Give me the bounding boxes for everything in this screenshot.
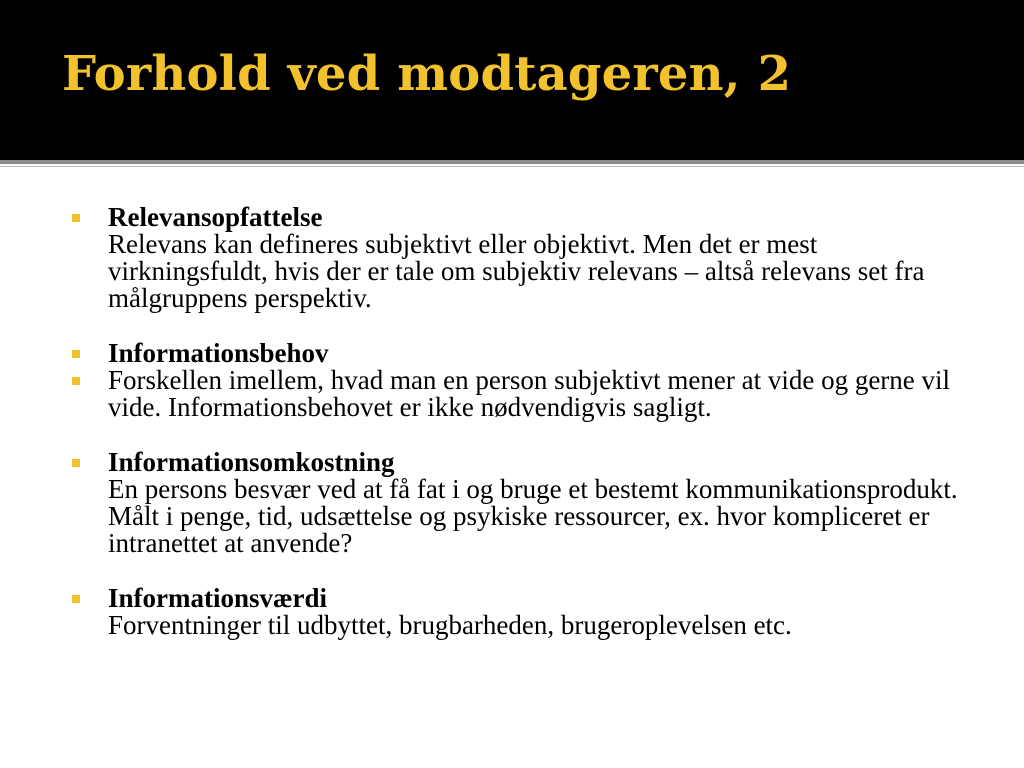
bullet-heading: Informationsomkostning bbox=[108, 447, 395, 477]
square-bullet-icon bbox=[72, 595, 80, 603]
bullet-text: Forskellen imellem, hvad man en person subjektivt mener at vide og gerne vil vide. Informationsbehovet er ikke nødvendigvis sagligt. bbox=[108, 365, 951, 422]
title-divider-thin bbox=[0, 166, 1024, 167]
bullet-text: En persons besvær ved at få fat i og bruge et bestemt kommunikationsprodukt. Målt i penge, tid, udsættelse og psykiske ressourcer, ex. hvor kompliceret er intranettet at anvende? bbox=[108, 474, 958, 558]
square-bullet-icon bbox=[72, 214, 80, 222]
square-bullet-icon bbox=[72, 377, 80, 385]
square-bullet-icon bbox=[72, 350, 80, 358]
bullet-list bbox=[70, 204, 970, 639]
bullet-item-informationsvaerdi bbox=[70, 585, 970, 639]
title-bar bbox=[0, 0, 1024, 160]
bullet-text: Relevans kan defineres subjektivt eller objektivt. Men det er mest virkningsfuldt, hvis der er tale om subjektiv relevans – altså relevans set fra målgruppens perspektiv. bbox=[108, 229, 925, 313]
bullet-heading: Informationsbehov bbox=[108, 338, 329, 368]
title-divider bbox=[0, 160, 1024, 164]
bullet-text: Forventninger til udbyttet, brugbarheden, brugeroplevelsen etc. bbox=[108, 610, 792, 640]
bullet-heading: Relevansopfattelse bbox=[108, 202, 323, 232]
bullet-heading: Informationsværdi bbox=[108, 583, 328, 613]
bullet-item-informationsomkostning bbox=[70, 449, 970, 557]
bullet-item-relevansopfattelse bbox=[70, 204, 970, 312]
square-bullet-icon bbox=[72, 459, 80, 467]
bullet-item-informationsbehov bbox=[70, 340, 970, 367]
slide-title: Forhold ved modtageren, 2 bbox=[62, 46, 792, 102]
bullet-item-informationsbehov-text bbox=[70, 367, 970, 421]
